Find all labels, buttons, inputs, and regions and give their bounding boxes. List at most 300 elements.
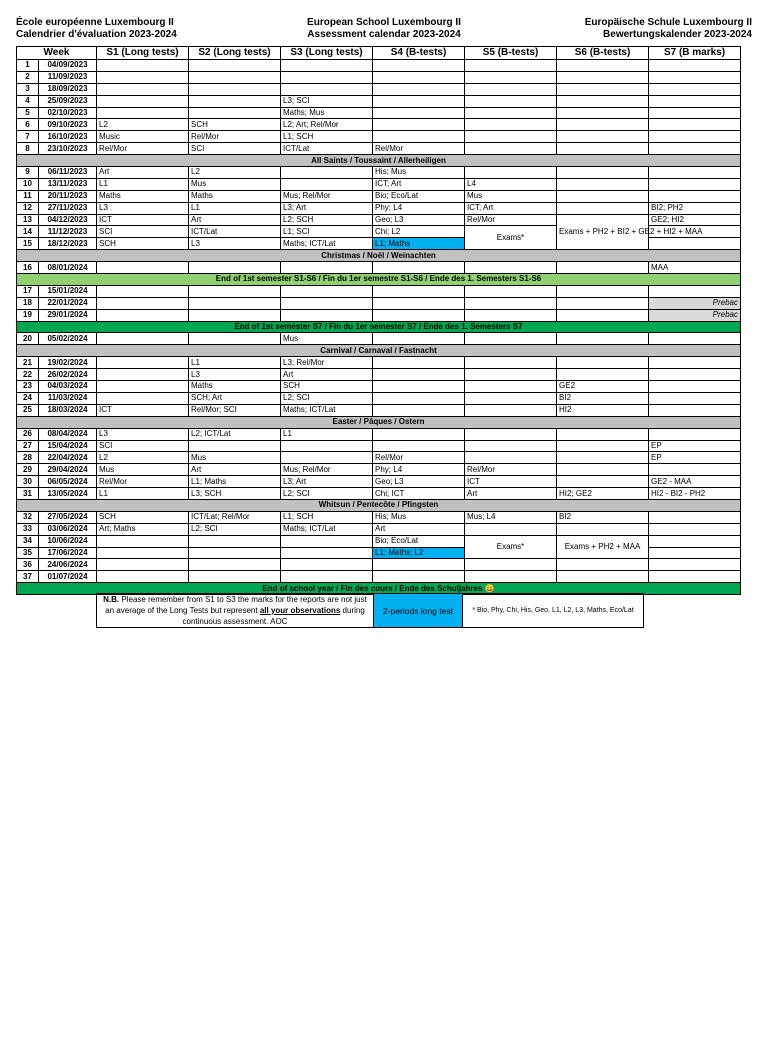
banner-row bbox=[17, 274, 741, 286]
assessment-cell-s2 bbox=[189, 440, 281, 452]
week-row bbox=[17, 357, 741, 369]
calendar-title-en: Assessment calendar 2023-2024 bbox=[307, 29, 461, 40]
assessment-cell-s4 bbox=[373, 95, 465, 107]
assessment-cell-s1: SCH bbox=[97, 238, 189, 250]
assessment-cell-s4 bbox=[373, 440, 465, 452]
week-number: 32 bbox=[17, 511, 39, 523]
assessment-cell-s1: ICT bbox=[97, 404, 189, 416]
week-number: 8 bbox=[17, 143, 39, 155]
assessment-cell-s5 bbox=[465, 523, 557, 535]
assessment-cell-s6 bbox=[557, 571, 649, 583]
assessment-cell-s2 bbox=[189, 285, 281, 297]
assessment-cell-s3: L1; SCI bbox=[281, 226, 373, 238]
assessment-cell-s6 bbox=[557, 60, 649, 72]
week-date: 26/02/2024 bbox=[39, 369, 97, 381]
assessment-cell-s7 bbox=[649, 381, 741, 393]
assessment-cell-s4: Bio; Eco/Lat bbox=[373, 190, 465, 202]
banner-row bbox=[17, 250, 741, 262]
assessment-cell-s1: ICT bbox=[97, 214, 189, 226]
assessment-cell-s2: L2 bbox=[189, 167, 281, 179]
exam-period-s6: Exams + PH2 + BI2 + GE2 + HI2 + MAA bbox=[557, 214, 649, 250]
assessment-cell-s5 bbox=[465, 297, 557, 309]
assessment-cell-s4: Rel/Mor bbox=[373, 452, 465, 464]
assessment-cell-s5 bbox=[465, 83, 557, 95]
assessment-cell-s3 bbox=[281, 71, 373, 83]
assessment-cell-s6 bbox=[557, 309, 649, 321]
assessment-cell-s1: L2 bbox=[97, 119, 189, 131]
assessment-cell-s3 bbox=[281, 547, 373, 559]
assessment-cell-s3: Mus bbox=[281, 333, 373, 345]
assessment-cell-s5 bbox=[465, 119, 557, 131]
week-row bbox=[17, 119, 741, 131]
assessment-cell-s2: L2; ICT/Lat bbox=[189, 428, 281, 440]
assessment-cell-s2 bbox=[189, 309, 281, 321]
assessment-cell-s5 bbox=[465, 131, 557, 143]
assessment-cell-s7 bbox=[649, 464, 741, 476]
assessment-cell-s7: BI2; PH2 bbox=[649, 202, 741, 214]
assessment-cell-s1 bbox=[97, 571, 189, 583]
week-row bbox=[17, 452, 741, 464]
assessment-cell-s4: Rel/Mor bbox=[373, 143, 465, 155]
week-date: 05/02/2024 bbox=[39, 333, 97, 345]
column-header-s4: S4 (B-tests) bbox=[373, 47, 465, 60]
assessment-cell-s2 bbox=[189, 559, 281, 571]
column-header-s5: S5 (B-tests) bbox=[465, 47, 557, 60]
week-number: 28 bbox=[17, 452, 39, 464]
assessment-cell-s7 bbox=[649, 535, 741, 547]
week-date: 18/12/2023 bbox=[39, 238, 97, 250]
assessment-cell-s1 bbox=[97, 357, 189, 369]
banner-easter: Easter / Pâques / Ostern bbox=[17, 416, 741, 428]
assessment-cell-s5: Rel/Mor bbox=[465, 214, 557, 226]
assessment-cell-s5: L4 bbox=[465, 178, 557, 190]
week-row bbox=[17, 440, 741, 452]
assessment-cell-s4 bbox=[373, 404, 465, 416]
assessment-cell-s2 bbox=[189, 571, 281, 583]
week-date: 04/12/2023 bbox=[39, 214, 97, 226]
week-date: 18/03/2024 bbox=[39, 404, 97, 416]
week-row bbox=[17, 464, 741, 476]
assessment-cell-s3: L3; SCI bbox=[281, 95, 373, 107]
assessment-cell-s6 bbox=[557, 262, 649, 274]
assessment-cell-s6 bbox=[557, 107, 649, 119]
assessment-cell-s3 bbox=[281, 309, 373, 321]
assessment-cell-s2: L3 bbox=[189, 369, 281, 381]
assessment-cell-s7: Prebac bbox=[649, 309, 741, 321]
week-row bbox=[17, 571, 741, 583]
assessment-cell-s4 bbox=[373, 357, 465, 369]
assessment-cell-s4 bbox=[373, 297, 465, 309]
banner-allsaints: All Saints / Toussaint / Allerheiligen bbox=[17, 155, 741, 167]
assessment-cell-s5 bbox=[465, 357, 557, 369]
week-number: 11 bbox=[17, 190, 39, 202]
week-number: 31 bbox=[17, 488, 39, 500]
assessment-cell-s6 bbox=[557, 523, 649, 535]
week-date: 15/01/2024 bbox=[39, 285, 97, 297]
assessment-cell-s4: Geo; L3 bbox=[373, 476, 465, 488]
week-row bbox=[17, 392, 741, 404]
assessment-cell-s4: Chi; ICT bbox=[373, 488, 465, 500]
week-row bbox=[17, 488, 741, 500]
assessment-cell-s3: Maths; Mus bbox=[281, 107, 373, 119]
week-row bbox=[17, 523, 741, 535]
assessment-cell-s5 bbox=[465, 428, 557, 440]
week-date: 08/04/2024 bbox=[39, 428, 97, 440]
week-number: 34 bbox=[17, 535, 39, 547]
assessment-cell-s7 bbox=[649, 369, 741, 381]
assessment-cell-s5 bbox=[465, 309, 557, 321]
assessment-cell-s2 bbox=[189, 60, 281, 72]
assessment-cell-s3: L1; SCH bbox=[281, 511, 373, 523]
assessment-cell-s4 bbox=[373, 392, 465, 404]
assessment-cell-s5 bbox=[465, 571, 557, 583]
assessment-cell-s3 bbox=[281, 559, 373, 571]
assessment-cell-s3 bbox=[281, 440, 373, 452]
week-number: 21 bbox=[17, 357, 39, 369]
column-header-s3: S3 (Long tests) bbox=[281, 47, 373, 60]
week-date: 20/11/2023 bbox=[39, 190, 97, 202]
assessment-cell-s5 bbox=[465, 143, 557, 155]
calendar-title-de: Bewertungskalender 2023-2024 bbox=[603, 29, 752, 40]
school-name-fr: École européenne Luxembourg II bbox=[16, 17, 174, 28]
week-date: 18/09/2023 bbox=[39, 83, 97, 95]
week-number: 4 bbox=[17, 95, 39, 107]
week-number: 18 bbox=[17, 297, 39, 309]
assessment-cell-s6 bbox=[557, 178, 649, 190]
assessment-cell-s4 bbox=[373, 333, 465, 345]
assessment-cell-s1 bbox=[97, 285, 189, 297]
assessment-cell-s3 bbox=[281, 535, 373, 547]
assessment-cell-s1: L1 bbox=[97, 178, 189, 190]
week-date: 22/01/2024 bbox=[39, 297, 97, 309]
column-header-row bbox=[17, 47, 741, 60]
nb-note bbox=[97, 594, 374, 628]
assessment-cell-s6 bbox=[557, 143, 649, 155]
assessment-cell-s2: SCH; Art bbox=[189, 392, 281, 404]
assessment-cell-s7 bbox=[649, 143, 741, 155]
week-date: 06/11/2023 bbox=[39, 167, 97, 179]
week-date: 04/03/2024 bbox=[39, 381, 97, 393]
week-number: 9 bbox=[17, 167, 39, 179]
week-date: 11/03/2024 bbox=[39, 392, 97, 404]
assessment-cell-s6 bbox=[557, 464, 649, 476]
assessment-cell-s2 bbox=[189, 535, 281, 547]
week-date: 08/01/2024 bbox=[39, 262, 97, 274]
week-number: 27 bbox=[17, 440, 39, 452]
assessment-cell-s7: EP bbox=[649, 440, 741, 452]
assessment-cell-s4 bbox=[373, 119, 465, 131]
assessment-cell-s1 bbox=[97, 60, 189, 72]
week-row bbox=[17, 309, 741, 321]
week-row bbox=[17, 167, 741, 179]
assessment-cell-s1: SCI bbox=[97, 226, 189, 238]
assessment-cell-s6: HI2 bbox=[557, 404, 649, 416]
assessment-cell-s2: L1 bbox=[189, 202, 281, 214]
assessment-calendar-table bbox=[16, 46, 741, 595]
assessment-cell-s1: L3 bbox=[97, 428, 189, 440]
banner-whitsun: Whitsun / Pentecôte / Pfingsten bbox=[17, 499, 741, 511]
column-header-s7: S7 (B marks) bbox=[649, 47, 741, 60]
week-row bbox=[17, 476, 741, 488]
week-number: 23 bbox=[17, 381, 39, 393]
week-number: 25 bbox=[17, 404, 39, 416]
week-number: 1 bbox=[17, 60, 39, 72]
week-row bbox=[17, 297, 741, 309]
assessment-cell-s5 bbox=[465, 392, 557, 404]
assessment-cell-s3 bbox=[281, 285, 373, 297]
assessment-cell-s2: L3 bbox=[189, 238, 281, 250]
column-header-s2: S2 (Long tests) bbox=[189, 47, 281, 60]
assessment-cell-s5 bbox=[465, 107, 557, 119]
week-row bbox=[17, 333, 741, 345]
week-date: 06/05/2024 bbox=[39, 476, 97, 488]
assessment-cell-s3: Maths; ICT/Lat bbox=[281, 523, 373, 535]
assessment-cell-s2 bbox=[189, 107, 281, 119]
week-number: 13 bbox=[17, 214, 39, 226]
assessment-cell-s6 bbox=[557, 297, 649, 309]
week-row bbox=[17, 214, 741, 226]
week-row bbox=[17, 404, 741, 416]
week-date: 19/02/2024 bbox=[39, 357, 97, 369]
assessment-cell-s6 bbox=[557, 369, 649, 381]
assessment-cell-s7: GE2 - MAA bbox=[649, 476, 741, 488]
week-number: 7 bbox=[17, 131, 39, 143]
assessment-cell-s1: L1 bbox=[97, 488, 189, 500]
assessment-cell-s4 bbox=[373, 571, 465, 583]
week-number: 26 bbox=[17, 428, 39, 440]
assessment-cell-s5 bbox=[465, 404, 557, 416]
assessment-cell-s2: SCI bbox=[189, 143, 281, 155]
assessment-cell-s3: L3; Art bbox=[281, 202, 373, 214]
assessment-cell-s1 bbox=[97, 381, 189, 393]
assessment-cell-s7: GE2; HI2 bbox=[649, 214, 741, 226]
assessment-cell-s2: L1 bbox=[189, 357, 281, 369]
week-row bbox=[17, 71, 741, 83]
assessment-cell-s4 bbox=[373, 309, 465, 321]
nb-title: N.B. bbox=[103, 595, 120, 604]
assessment-cell-s3 bbox=[281, 262, 373, 274]
assessment-cell-s5: Mus; L4 bbox=[465, 511, 557, 523]
assessment-cell-s3 bbox=[281, 178, 373, 190]
assessment-cell-s5 bbox=[465, 381, 557, 393]
assessment-cell-s6 bbox=[557, 333, 649, 345]
assessment-cell-s4 bbox=[373, 107, 465, 119]
assessment-cell-s6 bbox=[557, 357, 649, 369]
assessment-cell-s3 bbox=[281, 167, 373, 179]
assessment-cell-s1 bbox=[97, 392, 189, 404]
assessment-cell-s1 bbox=[97, 107, 189, 119]
assessment-cell-s2: L2; SCI bbox=[189, 523, 281, 535]
week-row bbox=[17, 285, 741, 297]
assessment-cell-s4: Geo; L3 bbox=[373, 214, 465, 226]
assessment-cell-s4: Chi; L2 bbox=[373, 226, 465, 238]
assessment-cell-s6 bbox=[557, 83, 649, 95]
week-row bbox=[17, 83, 741, 95]
assessment-cell-s5 bbox=[465, 369, 557, 381]
assessment-cell-s2: SCH bbox=[189, 119, 281, 131]
assessment-cell-s3: ICT/Lat bbox=[281, 143, 373, 155]
assessment-cell-s3: Maths; ICT/Lat bbox=[281, 404, 373, 416]
assessment-cell-s1 bbox=[97, 309, 189, 321]
assessment-cell-s4 bbox=[373, 381, 465, 393]
assessment-cell-s6: BI2 bbox=[557, 392, 649, 404]
assessment-cell-s2 bbox=[189, 547, 281, 559]
assessment-cell-s1 bbox=[97, 71, 189, 83]
assessment-cell-s7 bbox=[649, 392, 741, 404]
week-row bbox=[17, 190, 741, 202]
banner-row bbox=[17, 345, 741, 357]
week-date: 17/06/2024 bbox=[39, 547, 97, 559]
column-header-s1: S1 (Long tests) bbox=[97, 47, 189, 60]
week-row bbox=[17, 143, 741, 155]
assessment-cell-s2: ICT/Lat bbox=[189, 226, 281, 238]
assessment-cell-s4 bbox=[373, 131, 465, 143]
assessment-cell-s1 bbox=[97, 95, 189, 107]
assessment-cell-s6 bbox=[557, 440, 649, 452]
assessment-cell-s2: Mus bbox=[189, 178, 281, 190]
week-date: 01/07/2024 bbox=[39, 571, 97, 583]
assessment-cell-s7 bbox=[649, 559, 741, 571]
assessment-cell-s5 bbox=[465, 262, 557, 274]
assessment-cell-s7 bbox=[649, 238, 741, 250]
assessment-cell-s1: L2 bbox=[97, 452, 189, 464]
assessment-cell-s5 bbox=[465, 333, 557, 345]
assessment-cell-s2: Maths bbox=[189, 381, 281, 393]
assessment-cell-s1 bbox=[97, 297, 189, 309]
assessment-cell-s4 bbox=[373, 428, 465, 440]
week-number: 36 bbox=[17, 559, 39, 571]
assessment-cell-s1: Maths bbox=[97, 190, 189, 202]
week-number: 5 bbox=[17, 107, 39, 119]
week-date: 24/06/2024 bbox=[39, 559, 97, 571]
week-date: 22/04/2024 bbox=[39, 452, 97, 464]
assessment-cell-s1: Art; Maths bbox=[97, 523, 189, 535]
assessment-cell-s1 bbox=[97, 559, 189, 571]
nb-emphasis: all your observations bbox=[259, 606, 341, 615]
assessment-cell-s5 bbox=[465, 440, 557, 452]
nb-text-2: during continuous assessment. AOC bbox=[182, 606, 365, 626]
banner-christmas: Christmas / Noël / Weinachten bbox=[17, 250, 741, 262]
assessment-cell-s4 bbox=[373, 369, 465, 381]
assessment-cell-s6 bbox=[557, 119, 649, 131]
assessment-cell-s3 bbox=[281, 297, 373, 309]
assessment-cell-s7 bbox=[649, 95, 741, 107]
assessment-cell-s5: Rel/Mor bbox=[465, 464, 557, 476]
assessment-cell-s7 bbox=[649, 178, 741, 190]
week-date: 04/09/2023 bbox=[39, 60, 97, 72]
banner-endsem7: End of 1st semester S7 / Fin du 1er semester S7 / Ende des 1. Semesters S7 bbox=[17, 321, 741, 333]
assessment-cell-s6 bbox=[557, 71, 649, 83]
exam-period-s6: Exams + PH2 + MAA bbox=[557, 535, 649, 559]
week-row bbox=[17, 178, 741, 190]
week-date: 29/04/2024 bbox=[39, 464, 97, 476]
week-number: 33 bbox=[17, 523, 39, 535]
assessment-cell-s5 bbox=[465, 285, 557, 297]
week-row bbox=[17, 511, 741, 523]
assessment-cell-s3: L3; Art bbox=[281, 476, 373, 488]
assessment-cell-s4: His; Mus bbox=[373, 511, 465, 523]
assessment-cell-s4: Phy; L4 bbox=[373, 464, 465, 476]
assessment-cell-s5 bbox=[465, 452, 557, 464]
week-date: 29/01/2024 bbox=[39, 309, 97, 321]
banner-row bbox=[17, 155, 741, 167]
assessment-cell-s2: ICT/Lat; Rel/Mor bbox=[189, 511, 281, 523]
assessment-cell-s1 bbox=[97, 83, 189, 95]
assessment-cell-s5 bbox=[465, 60, 557, 72]
assessment-cell-s6 bbox=[557, 285, 649, 297]
week-row bbox=[17, 369, 741, 381]
assessment-cell-s3 bbox=[281, 83, 373, 95]
assessment-cell-s1: Mus bbox=[97, 464, 189, 476]
assessment-cell-s3: Art bbox=[281, 369, 373, 381]
assessment-cell-s2: Rel/Mor bbox=[189, 131, 281, 143]
banner-endsem1: End of 1st semester S1-S6 / Fin du 1er semestre S1-S6 / Ende des 1. Semesters S1-S6 bbox=[17, 274, 741, 286]
assessment-cell-s2: Maths bbox=[189, 190, 281, 202]
week-number: 37 bbox=[17, 571, 39, 583]
assessment-cell-s1: Art bbox=[97, 167, 189, 179]
assessment-cell-s5 bbox=[465, 167, 557, 179]
week-date: 27/11/2023 bbox=[39, 202, 97, 214]
assessment-cell-s4 bbox=[373, 262, 465, 274]
week-date: 11/12/2023 bbox=[39, 226, 97, 238]
assessment-cell-s1 bbox=[97, 333, 189, 345]
assessment-cell-s7 bbox=[649, 333, 741, 345]
assessment-cell-s7 bbox=[649, 571, 741, 583]
week-number: 35 bbox=[17, 547, 39, 559]
week-date: 25/09/2023 bbox=[39, 95, 97, 107]
assessment-cell-s6 bbox=[557, 476, 649, 488]
assessment-cell-s4: L1; Maths; L2 bbox=[373, 547, 465, 559]
week-number: 30 bbox=[17, 476, 39, 488]
assessment-cell-s3: L1 bbox=[281, 428, 373, 440]
assessment-cell-s3 bbox=[281, 60, 373, 72]
week-number: 17 bbox=[17, 285, 39, 297]
exams-footnote: * Bio, Phy, Chi, His, Geo, L1, L2, L3, Maths, Eco/Lat bbox=[463, 594, 644, 628]
assessment-cell-s5 bbox=[465, 95, 557, 107]
assessment-cell-s1: Rel/Mor bbox=[97, 143, 189, 155]
assessment-cell-s2: Art bbox=[189, 464, 281, 476]
assessment-cell-s6: GE2 bbox=[557, 381, 649, 393]
assessment-cell-s4: His; Mus bbox=[373, 167, 465, 179]
week-number: 19 bbox=[17, 309, 39, 321]
week-row bbox=[17, 262, 741, 274]
assessment-cell-s2: Art bbox=[189, 214, 281, 226]
assessment-cell-s1: SCH bbox=[97, 511, 189, 523]
page-header bbox=[16, 17, 752, 47]
assessment-cell-s1: SCI bbox=[97, 440, 189, 452]
assessment-cell-s6: HI2; GE2 bbox=[557, 488, 649, 500]
week-date: 23/10/2023 bbox=[39, 143, 97, 155]
week-number: 14 bbox=[17, 226, 39, 238]
week-number: 20 bbox=[17, 333, 39, 345]
assessment-cell-s3: L1; SCH bbox=[281, 131, 373, 143]
banner-row bbox=[17, 499, 741, 511]
assessment-cell-s7 bbox=[649, 428, 741, 440]
week-number: 24 bbox=[17, 392, 39, 404]
assessment-cell-s6 bbox=[557, 452, 649, 464]
assessment-cell-s6 bbox=[557, 167, 649, 179]
assessment-cell-s4 bbox=[373, 83, 465, 95]
assessment-cell-s4 bbox=[373, 285, 465, 297]
assessment-cell-s2: Mus bbox=[189, 452, 281, 464]
assessment-cell-s2 bbox=[189, 95, 281, 107]
assessment-cell-s3: L2; SCI bbox=[281, 392, 373, 404]
assessment-cell-s7 bbox=[649, 71, 741, 83]
assessment-cell-s4 bbox=[373, 71, 465, 83]
exam-period-s5: Exams* bbox=[465, 226, 557, 250]
assessment-cell-s6 bbox=[557, 190, 649, 202]
assessment-cell-s4: ICT; Art bbox=[373, 178, 465, 190]
